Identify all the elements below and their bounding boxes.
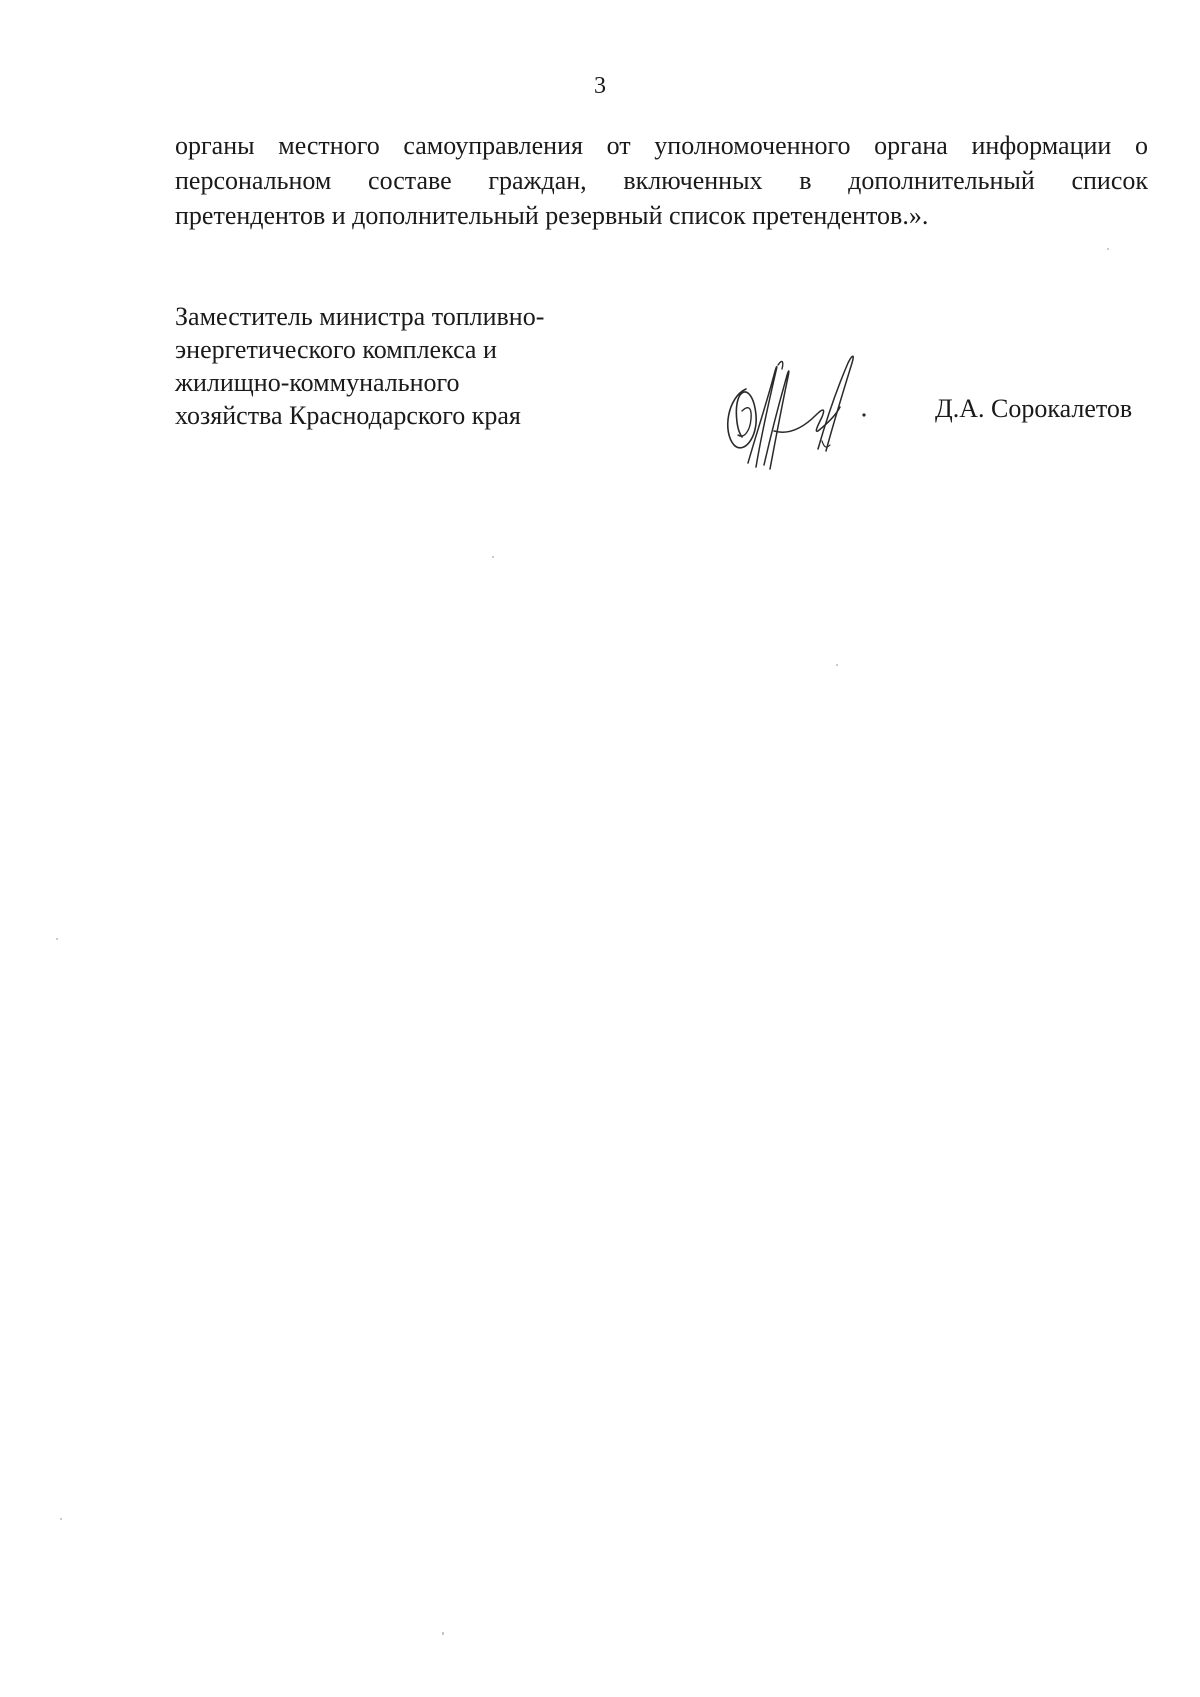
signatory-title — [175, 300, 635, 432]
signatory-name: Д.А. Сорокалетов — [935, 394, 1133, 423]
handwritten-signature — [718, 345, 908, 475]
signatory-title-line: жилищно-коммунального — [175, 368, 460, 397]
signatory-title-line: Заместитель министра топливно- — [175, 302, 545, 331]
page-number: 3 — [594, 73, 606, 99]
scan-speck — [492, 556, 494, 558]
signatory-title-line: энергетического комплекса и — [175, 335, 497, 364]
scan-speck — [836, 664, 838, 666]
paragraph-line: персональном составе граждан, включенных в дополнительный список — [175, 166, 1148, 195]
scan-speck — [1107, 248, 1109, 250]
scan-speck — [442, 1632, 444, 1635]
paragraph-line: претендентов и дополнительный резервный список претендентов.». — [175, 201, 929, 230]
scan-speck — [60, 1518, 62, 1520]
paragraph-line: органы местного самоуправления от уполномоченного органа информации о — [175, 131, 1148, 160]
scan-speck — [56, 938, 58, 940]
paragraph-continuation — [175, 128, 1148, 233]
signatory-title-line: хозяйства Краснодарского края — [175, 401, 521, 430]
